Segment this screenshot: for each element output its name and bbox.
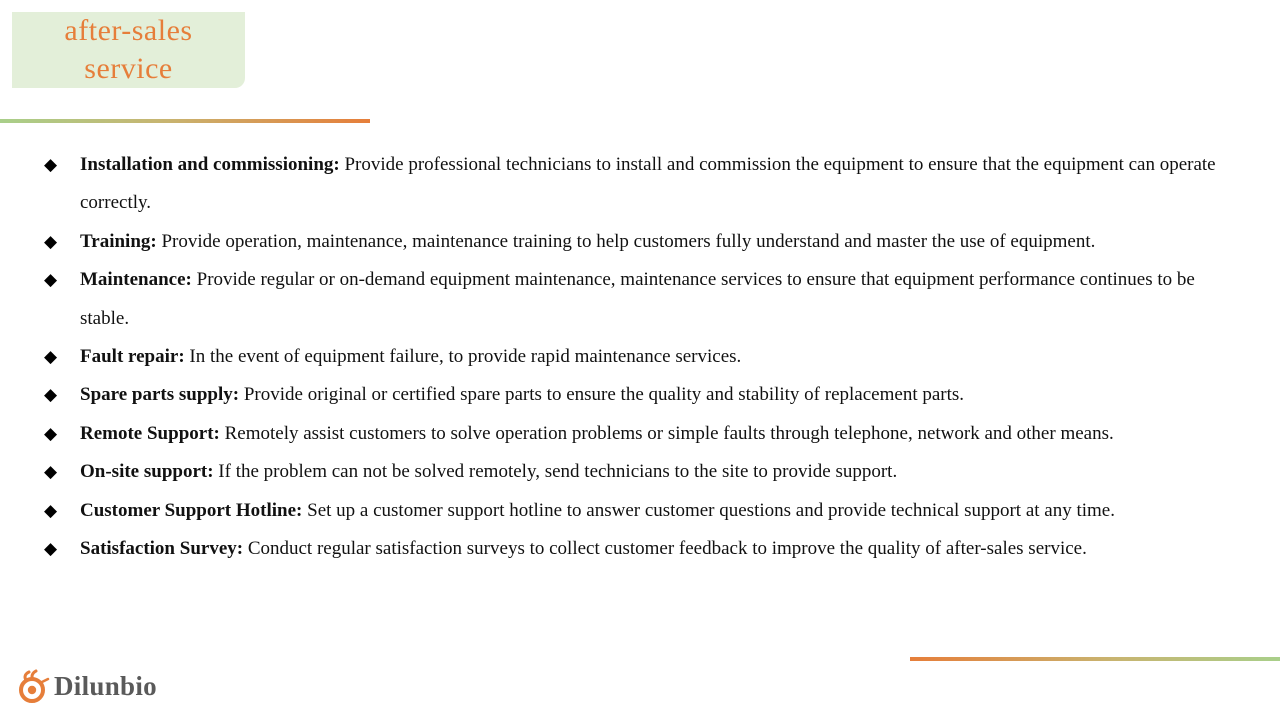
- list-item: [44, 261, 1234, 338]
- logo: [16, 666, 157, 706]
- list-item-text: [80, 223, 1234, 261]
- logo-text: Dilunbio: [54, 670, 157, 701]
- bottom-divider: [910, 657, 1280, 661]
- list-item-description: If the problem can not be solved remotely, send technicians to the site to provide support.: [213, 461, 898, 483]
- diamond-bullet-icon: ◆: [44, 423, 58, 444]
- list-item-text: [80, 146, 1234, 223]
- list-item-text: [80, 453, 1234, 491]
- list-item-text: [80, 530, 1234, 568]
- diamond-bullet-icon: ◆: [44, 462, 58, 483]
- list-item: [44, 146, 1234, 223]
- title-box: [12, 12, 245, 88]
- diamond-bullet-icon: ◆: [44, 155, 58, 175]
- diamond-bullet-icon: ◆: [44, 500, 58, 521]
- list-item-text: [80, 415, 1234, 453]
- diamond-bullet-icon: ◆: [44, 347, 58, 368]
- list-item: [44, 530, 1234, 568]
- list-item-description: In the event of equipment failure, to provide rapid maintenance services.: [184, 346, 742, 368]
- list-item: [44, 453, 1234, 491]
- page-title: after-sales service: [64, 14, 193, 85]
- diamond-bullet-icon: ◆: [44, 270, 58, 291]
- list-item-label: Maintenance:: [80, 269, 192, 291]
- list-item-label: Spare parts supply:: [80, 384, 240, 406]
- list-item-text: [80, 338, 1234, 376]
- list-item-label: Training:: [80, 230, 157, 252]
- list-item-label: Fault repair:: [80, 346, 185, 368]
- list-item-text: [80, 492, 1234, 530]
- list-item-label: Remote Support:: [80, 422, 220, 444]
- list-item: [44, 376, 1234, 414]
- list-item-description: Provide professional technicians to install and commission the equipment to ensure that the equipment can operate correctly.: [80, 154, 1216, 214]
- list-item-description: Provide original or certified spare parts to ensure the quality and stability of replacement parts.: [239, 384, 965, 406]
- list-item-text: [80, 261, 1234, 338]
- list-item-description: Provide operation, maintenance, maintenance training to help customers fully understand and master the use of equipment.: [156, 230, 1096, 252]
- diamond-bullet-icon: ◆: [44, 539, 58, 560]
- service-list: [44, 146, 1234, 568]
- list-item: [44, 415, 1234, 453]
- list-item-text: [80, 376, 1234, 414]
- list-item: [44, 492, 1234, 530]
- list-item-description: Set up a customer support hotline to answer customer questions and provide technical support at any time.: [302, 499, 1115, 521]
- list-item-label: Installation and commissioning:: [80, 154, 340, 175]
- list-item-description: Conduct regular satisfaction surveys to collect customer feedback to improve the quality of after-sales service.: [243, 538, 1087, 560]
- top-divider: [0, 119, 370, 123]
- list-item-description: Remotely assist customers to solve operation problems or simple faults through telephone, network and other means.: [219, 422, 1114, 444]
- list-item: [44, 338, 1234, 376]
- list-item-label: Satisfaction Survey:: [80, 538, 244, 560]
- diamond-bullet-icon: ◆: [44, 231, 58, 252]
- list-item: [44, 223, 1234, 261]
- diamond-bullet-icon: ◆: [44, 385, 58, 406]
- list-item-description: Provide regular or on-demand equipment maintenance, maintenance services to ensure that equipment performance continues to be stable.: [80, 269, 1195, 329]
- list-item-label: Customer Support Hotline:: [80, 499, 303, 521]
- list-item-label: On-site support:: [80, 461, 214, 483]
- dilunbio-logo-icon: [16, 668, 50, 704]
